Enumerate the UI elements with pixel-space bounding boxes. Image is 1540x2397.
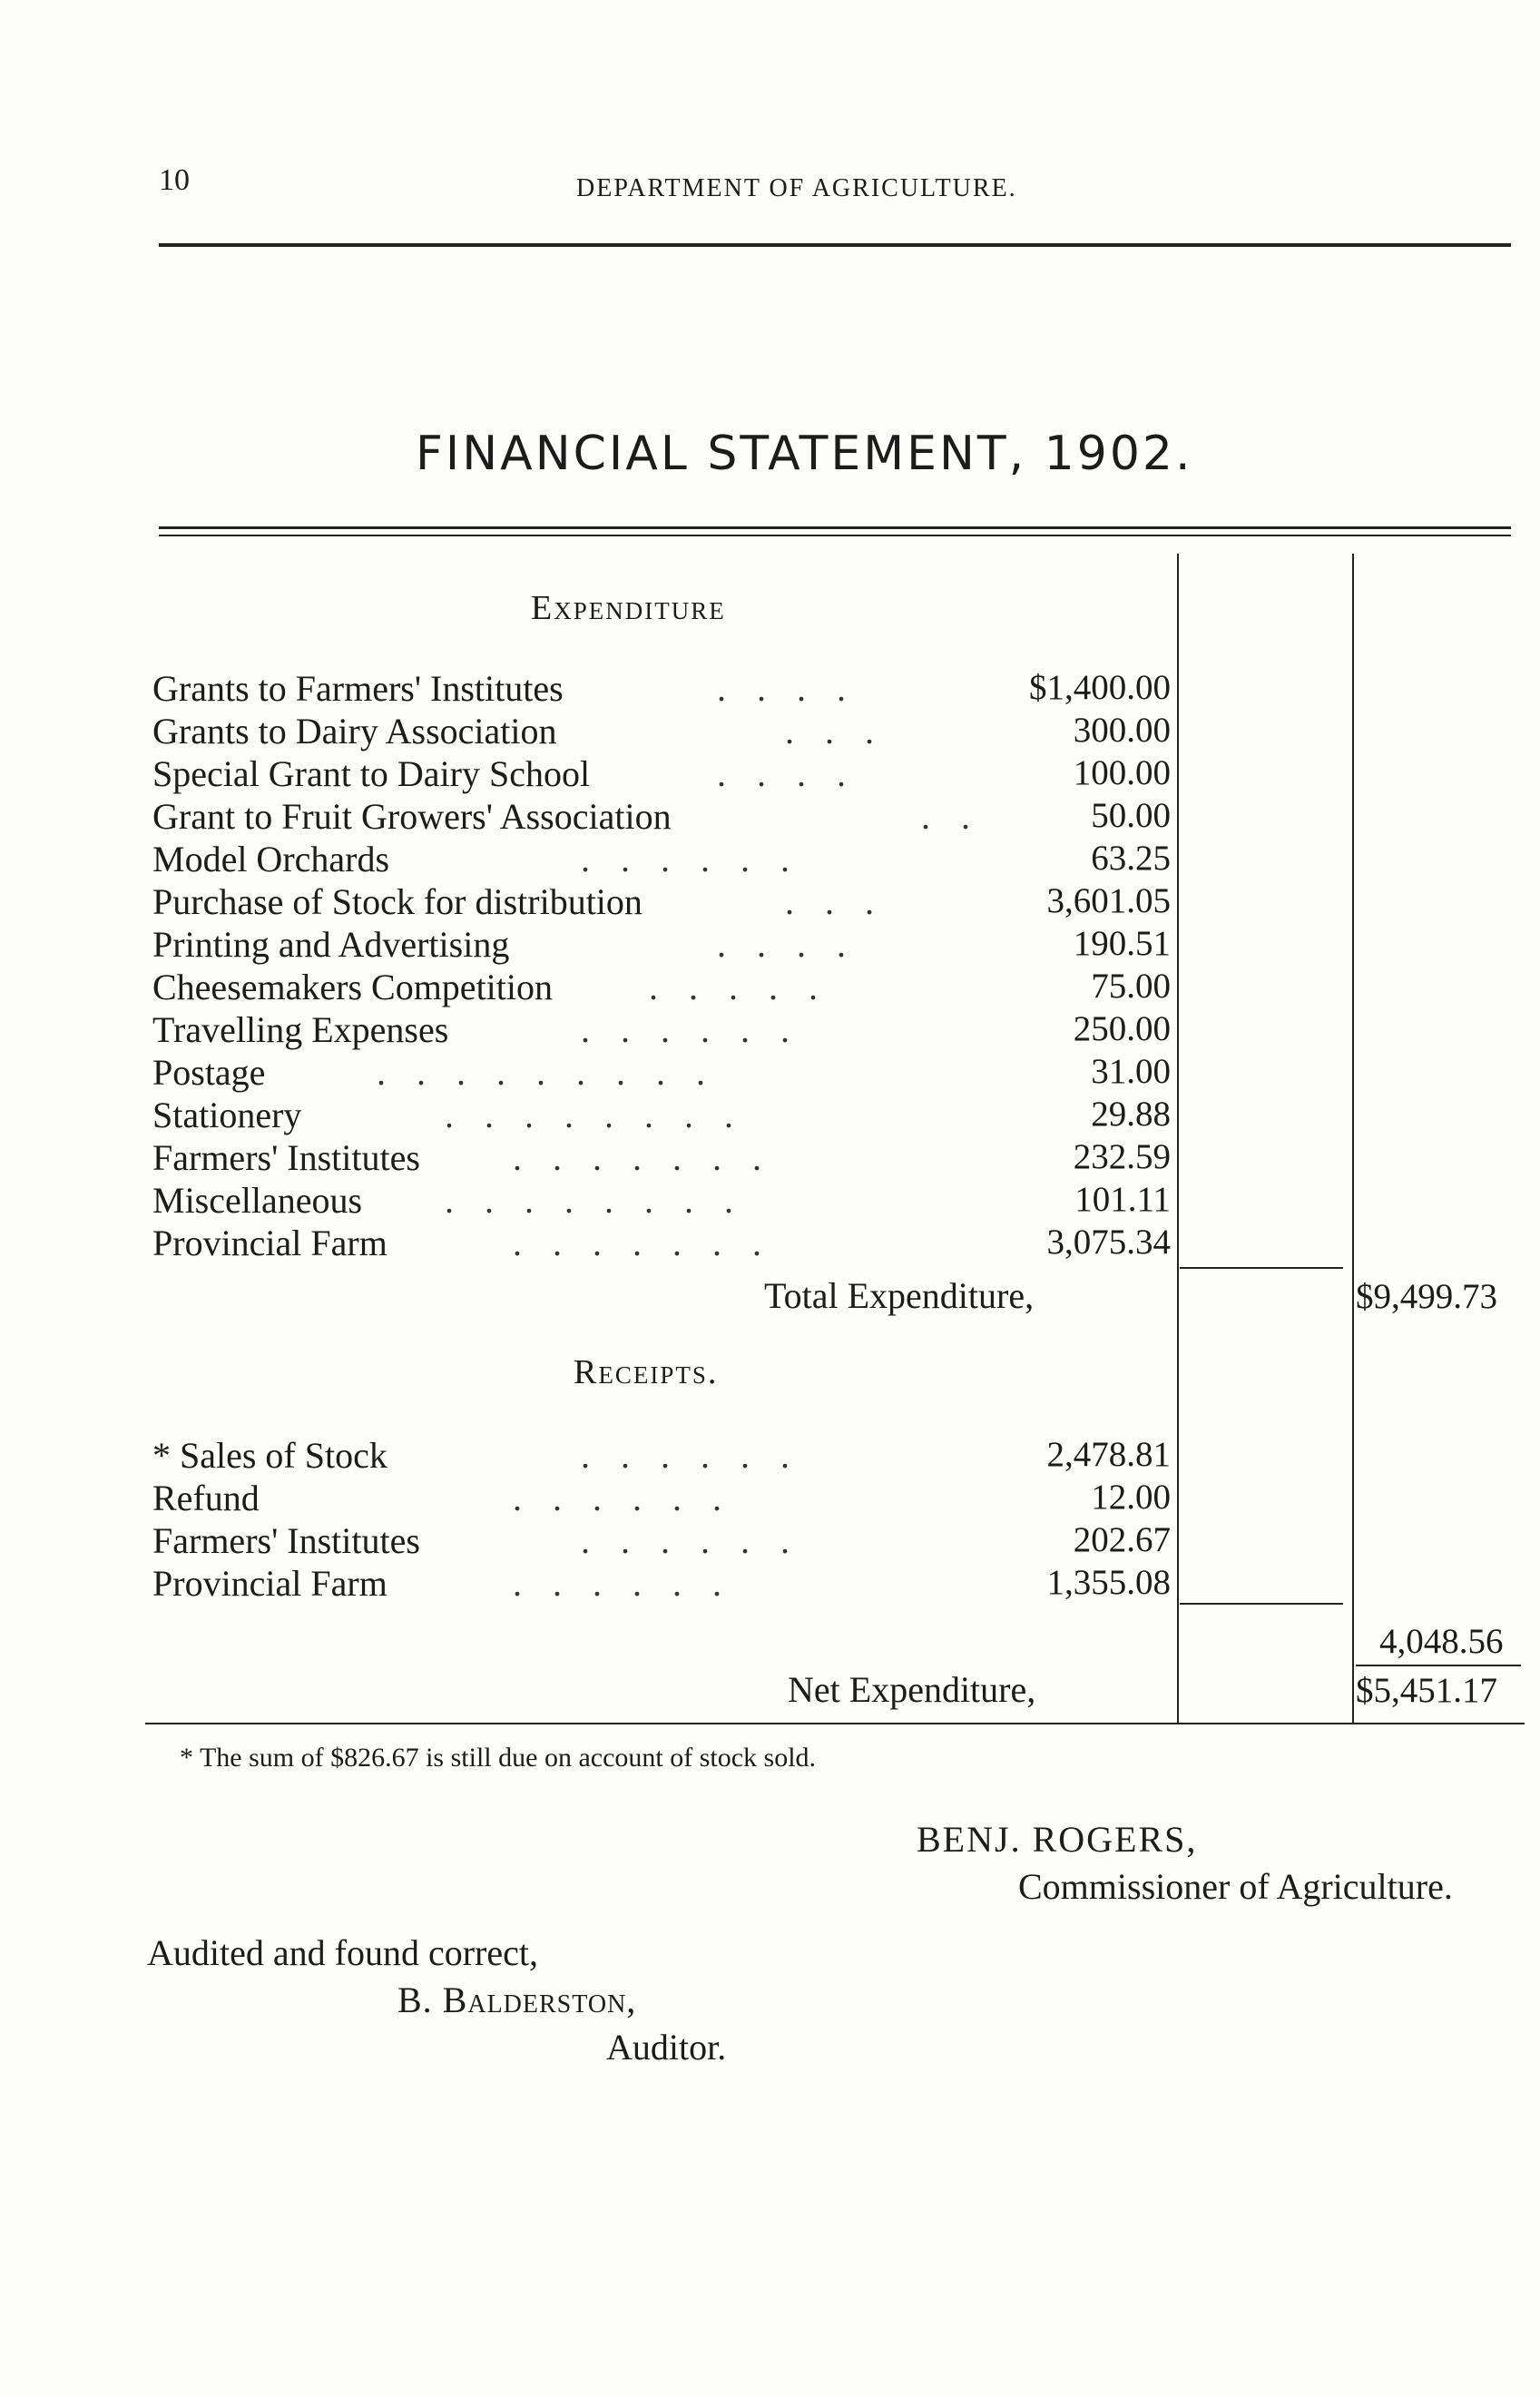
expenditure-label: Miscellaneous (152, 1180, 363, 1221)
receipt-amount: 1,355.08 (1046, 1563, 1171, 1602)
title-rule-top (159, 526, 1511, 529)
leader-dots: ........ (445, 1180, 764, 1221)
leader-dots: .... (717, 924, 877, 965)
leader-dots: ...... (513, 1563, 752, 1604)
expenditure-label: Grants to Farmers' Institutes (152, 668, 564, 709)
expenditure-label: Postage (152, 1052, 266, 1093)
leader-dots: .... (717, 753, 877, 794)
receipt-label: Refund (152, 1478, 260, 1518)
leader-dots: .. (921, 796, 1001, 837)
expenditure-label: Printing and Advertising (152, 924, 510, 965)
leader-dots: ... (785, 881, 905, 922)
expenditure-label: Provincial Farm (152, 1223, 387, 1263)
expenditure-amount: 3,601.05 (1046, 881, 1171, 920)
leader-dots: ..... (649, 967, 848, 1007)
expenditure-amount: 50.00 (1091, 796, 1171, 835)
signatory-name: BENJ. ROGERS, (917, 1819, 1198, 1860)
receipt-label: * Sales of Stock (152, 1435, 387, 1476)
subtotal-rule (1180, 1267, 1343, 1269)
expenditure-amount: 101.11 (1074, 1180, 1171, 1219)
expenditure-amount: 75.00 (1091, 967, 1171, 1006)
expenditure-label: Farmers' Institutes (152, 1137, 420, 1178)
receipt-amount: 2,478.81 (1046, 1435, 1171, 1474)
leader-dots: ...... (513, 1478, 752, 1518)
expenditure-label: Travelling Expenses (152, 1009, 449, 1050)
signatory-title: Commissioner of Agriculture. (1018, 1866, 1453, 1907)
expenditure-label: Grants to Dairy Association (152, 711, 557, 752)
auditor-name: B. Balderston, (397, 1979, 637, 2020)
footnote: * The sum of $826.67 is still due on account of stock sold. (180, 1743, 817, 1773)
expenditure-amount: $1,400.00 (1029, 668, 1171, 707)
amount-column-rule (1177, 554, 1179, 1724)
receipt-label: Farmers' Institutes (152, 1520, 420, 1561)
expenditure-heading: Expenditure (531, 589, 726, 627)
expenditure-label: Purchase of Stock for distribution (152, 881, 642, 922)
leader-dots: ...... (581, 1520, 820, 1561)
expenditure-label: Grant to Fruit Growers' Association (152, 796, 672, 837)
expenditure-amount: 3,075.34 (1046, 1223, 1171, 1262)
expenditure-amount: 29.88 (1091, 1095, 1171, 1134)
expenditure-amount: 100.00 (1073, 753, 1171, 792)
receipt-amount: 12.00 (1091, 1478, 1171, 1517)
auditor-role: Auditor. (606, 2027, 727, 2068)
receipts-subtotal-rule (1180, 1603, 1343, 1605)
leader-dots: ......... (377, 1052, 736, 1093)
expenditure-label: Special Grant to Dairy School (152, 753, 591, 794)
receipts-total: 4,048.56 (1379, 1622, 1504, 1661)
leader-dots: ....... (513, 1137, 792, 1178)
expenditure-label: Cheesemakers Competition (152, 967, 554, 1007)
expenditure-amount: 190.51 (1073, 924, 1171, 963)
net-expenditure-amount: $5,451.17 (1356, 1671, 1497, 1710)
page-number: 10 (159, 163, 190, 197)
net-expenditure-label: Net Expenditure, (788, 1669, 1036, 1710)
leader-dots: ...... (581, 839, 820, 879)
expenditure-label: Stationery (152, 1095, 302, 1135)
audit-line: Audited and found correct, (147, 1932, 538, 1973)
net-rule (1356, 1665, 1521, 1666)
leader-dots: ...... (581, 1435, 820, 1476)
leader-dots: .... (717, 668, 877, 709)
total-expenditure-amount: $9,499.73 (1356, 1277, 1497, 1316)
running-title: DEPARTMENT OF AGRICULTURE. (576, 174, 1017, 202)
leader-dots: ........ (445, 1095, 764, 1135)
header-rule (159, 243, 1511, 247)
receipt-amount: 202.67 (1073, 1520, 1171, 1559)
leader-dots: ... (785, 711, 905, 752)
page-title: FINANCIAL STATEMENT, 1902. (416, 427, 1193, 481)
receipts-heading: Receipts. (574, 1353, 719, 1391)
title-rule-bottom (159, 535, 1511, 536)
leader-dots: ....... (513, 1223, 792, 1263)
expenditure-amount: 250.00 (1073, 1009, 1171, 1048)
expenditure-amount: 63.25 (1091, 839, 1171, 878)
leader-dots: ...... (581, 1009, 820, 1050)
total-expenditure-label: Total Expenditure, (764, 1275, 1035, 1316)
expenditure-amount: 300.00 (1073, 711, 1171, 750)
receipt-label: Provincial Farm (152, 1563, 387, 1604)
total-column-rule (1352, 554, 1354, 1724)
table-bottom-rule (145, 1723, 1525, 1724)
expenditure-amount: 232.59 (1073, 1137, 1171, 1176)
expenditure-amount: 31.00 (1091, 1052, 1171, 1091)
expenditure-label: Model Orchards (152, 839, 390, 879)
